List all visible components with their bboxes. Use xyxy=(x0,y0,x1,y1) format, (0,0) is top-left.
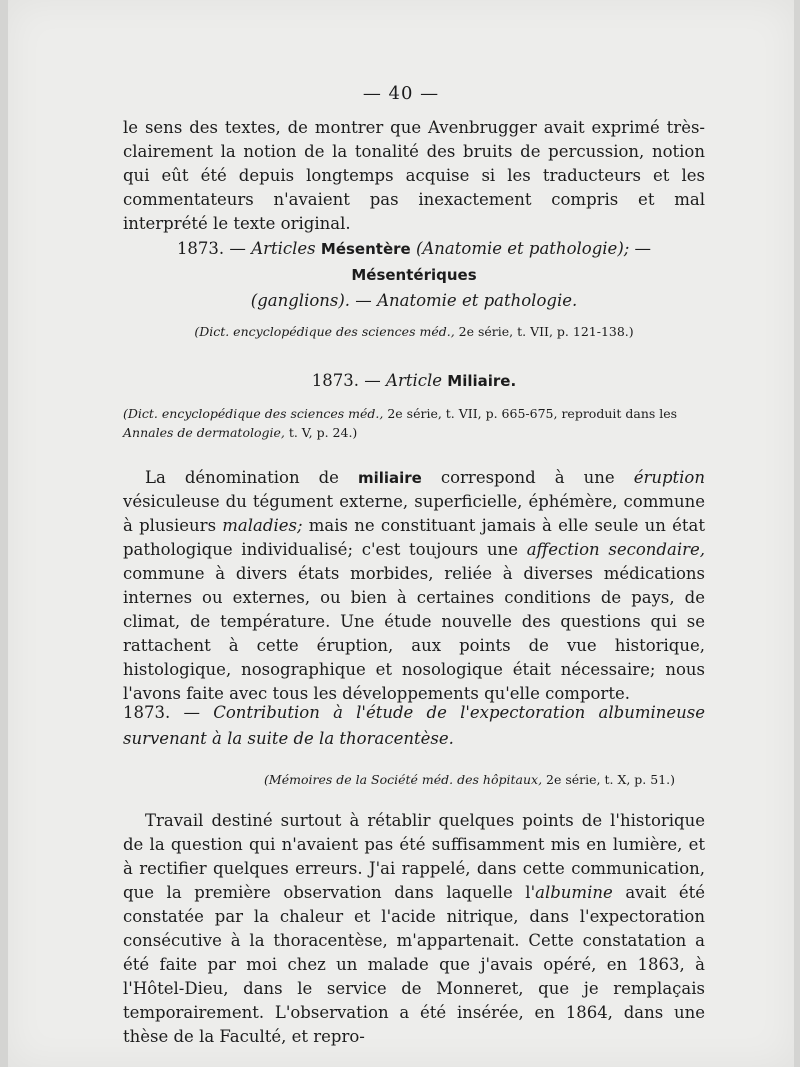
intro-paragraph: le sens des textes, de montrer que Avenbrugger avait exprimé très-clairement la notion de la tonalité des bruits de percussion, notion qui eût été depuis longtemps acquise si les traducteurs et les commentateurs n'avaient pas inexactement compris et mal interprété le texte original. xyxy=(123,118,705,233)
entry-year: 1873. xyxy=(123,703,171,722)
entry-paren: (Anatomie et pathologie); xyxy=(415,239,630,258)
entry-reference: (Dict. encyclopédique des sciences méd., 2e série, t. VII, p. 665-675, reproduit dans les Annales de dermatologie, t. V, p. 24.) xyxy=(123,406,678,440)
entry-paren: (ganglions). xyxy=(250,291,351,310)
entry-subtitle: Anatomie et pathologie. xyxy=(377,291,578,310)
entry-article-word: Article xyxy=(386,371,443,390)
entry-term: Miliaire. xyxy=(447,372,517,390)
entry-reference: (Dict. encyclopédique des sciences méd., 2e série, t. VII, p. 121-138.) xyxy=(194,324,634,339)
entry-heading: 1873. — Contribution à l'étude de l'expectoration albumineuse survenant à la suite de la thoracentèse. xyxy=(123,703,706,748)
entry-body: Travail destiné surtout à rétablir quelques points de l'historique de la question qui n'avaient pas été suffisamment mis en lumière, et à rectifier quelques erreurs. J'ai rappelé, dans cette communication, que la première observation dans laquelle l'albumine avait été constatée par la chaleur et l'acide nitrique, dans l'expectoration consécutive à la thoracentèse, m'appartenait. Cette constatation a été faite par moi chez un malade que j'avais opéré, en 1863, à l'Hôtel-Dieu, dans le service de Monneret, que je remplaçais temporairement. L'observation a été insérée, en 1864, dans une thèse de la Faculté, et repro- xyxy=(123,811,705,1046)
entry-heading: 1873. — Article Miliaire. xyxy=(311,371,517,390)
entry-mesentere xyxy=(123,236,705,341)
entry-title: Contribution à l'étude de l'expectoration albumineuse survenant à la suite de la thoracentèse. xyxy=(123,703,706,748)
entry-heading: 1873. — Articles Mésentère (Anatomie et pathologie); — Mésentériques (ganglions). — Anatomie et pathologie. xyxy=(176,239,652,310)
entry-term: Mésentériques xyxy=(351,266,477,284)
entry-year: 1873. xyxy=(176,239,225,258)
entry-miliaire xyxy=(123,368,705,706)
entry-article-word: Articles xyxy=(251,239,316,258)
entry-term: Mésentère xyxy=(320,240,411,258)
entry-year: 1873. xyxy=(311,371,360,390)
document-page xyxy=(8,0,794,1067)
entry-expectoration xyxy=(123,700,705,1049)
page-number: — 40 — xyxy=(362,83,440,104)
intro-section xyxy=(123,116,705,236)
entry-body: La dénomination de miliaire correspond à une éruption vésiculeuse du tégument externe, superficielle, éphémère, commune à plusieurs maladies; mais ne constituant jamais à elle seule un état pathologique individualisé; c'est toujours une affection secondaire, commune à divers états morbides, reliée à diverses médications internes ou externes, ou bien à certaines conditions de pays, de climat, de température. Une étude nouvelle des questions qui se rattachent à cette éruption, aux points de vue historique, histologique, nosographique et nosologique était nécessaire; nous l'avons faite avec tous les développements qu'elle comporte. xyxy=(123,468,705,703)
entry-reference: (Mémoires de la Société méd. des hôpitaux, 2e série, t. X, p. 51.) xyxy=(264,772,675,787)
body-term: miliaire xyxy=(357,469,422,487)
